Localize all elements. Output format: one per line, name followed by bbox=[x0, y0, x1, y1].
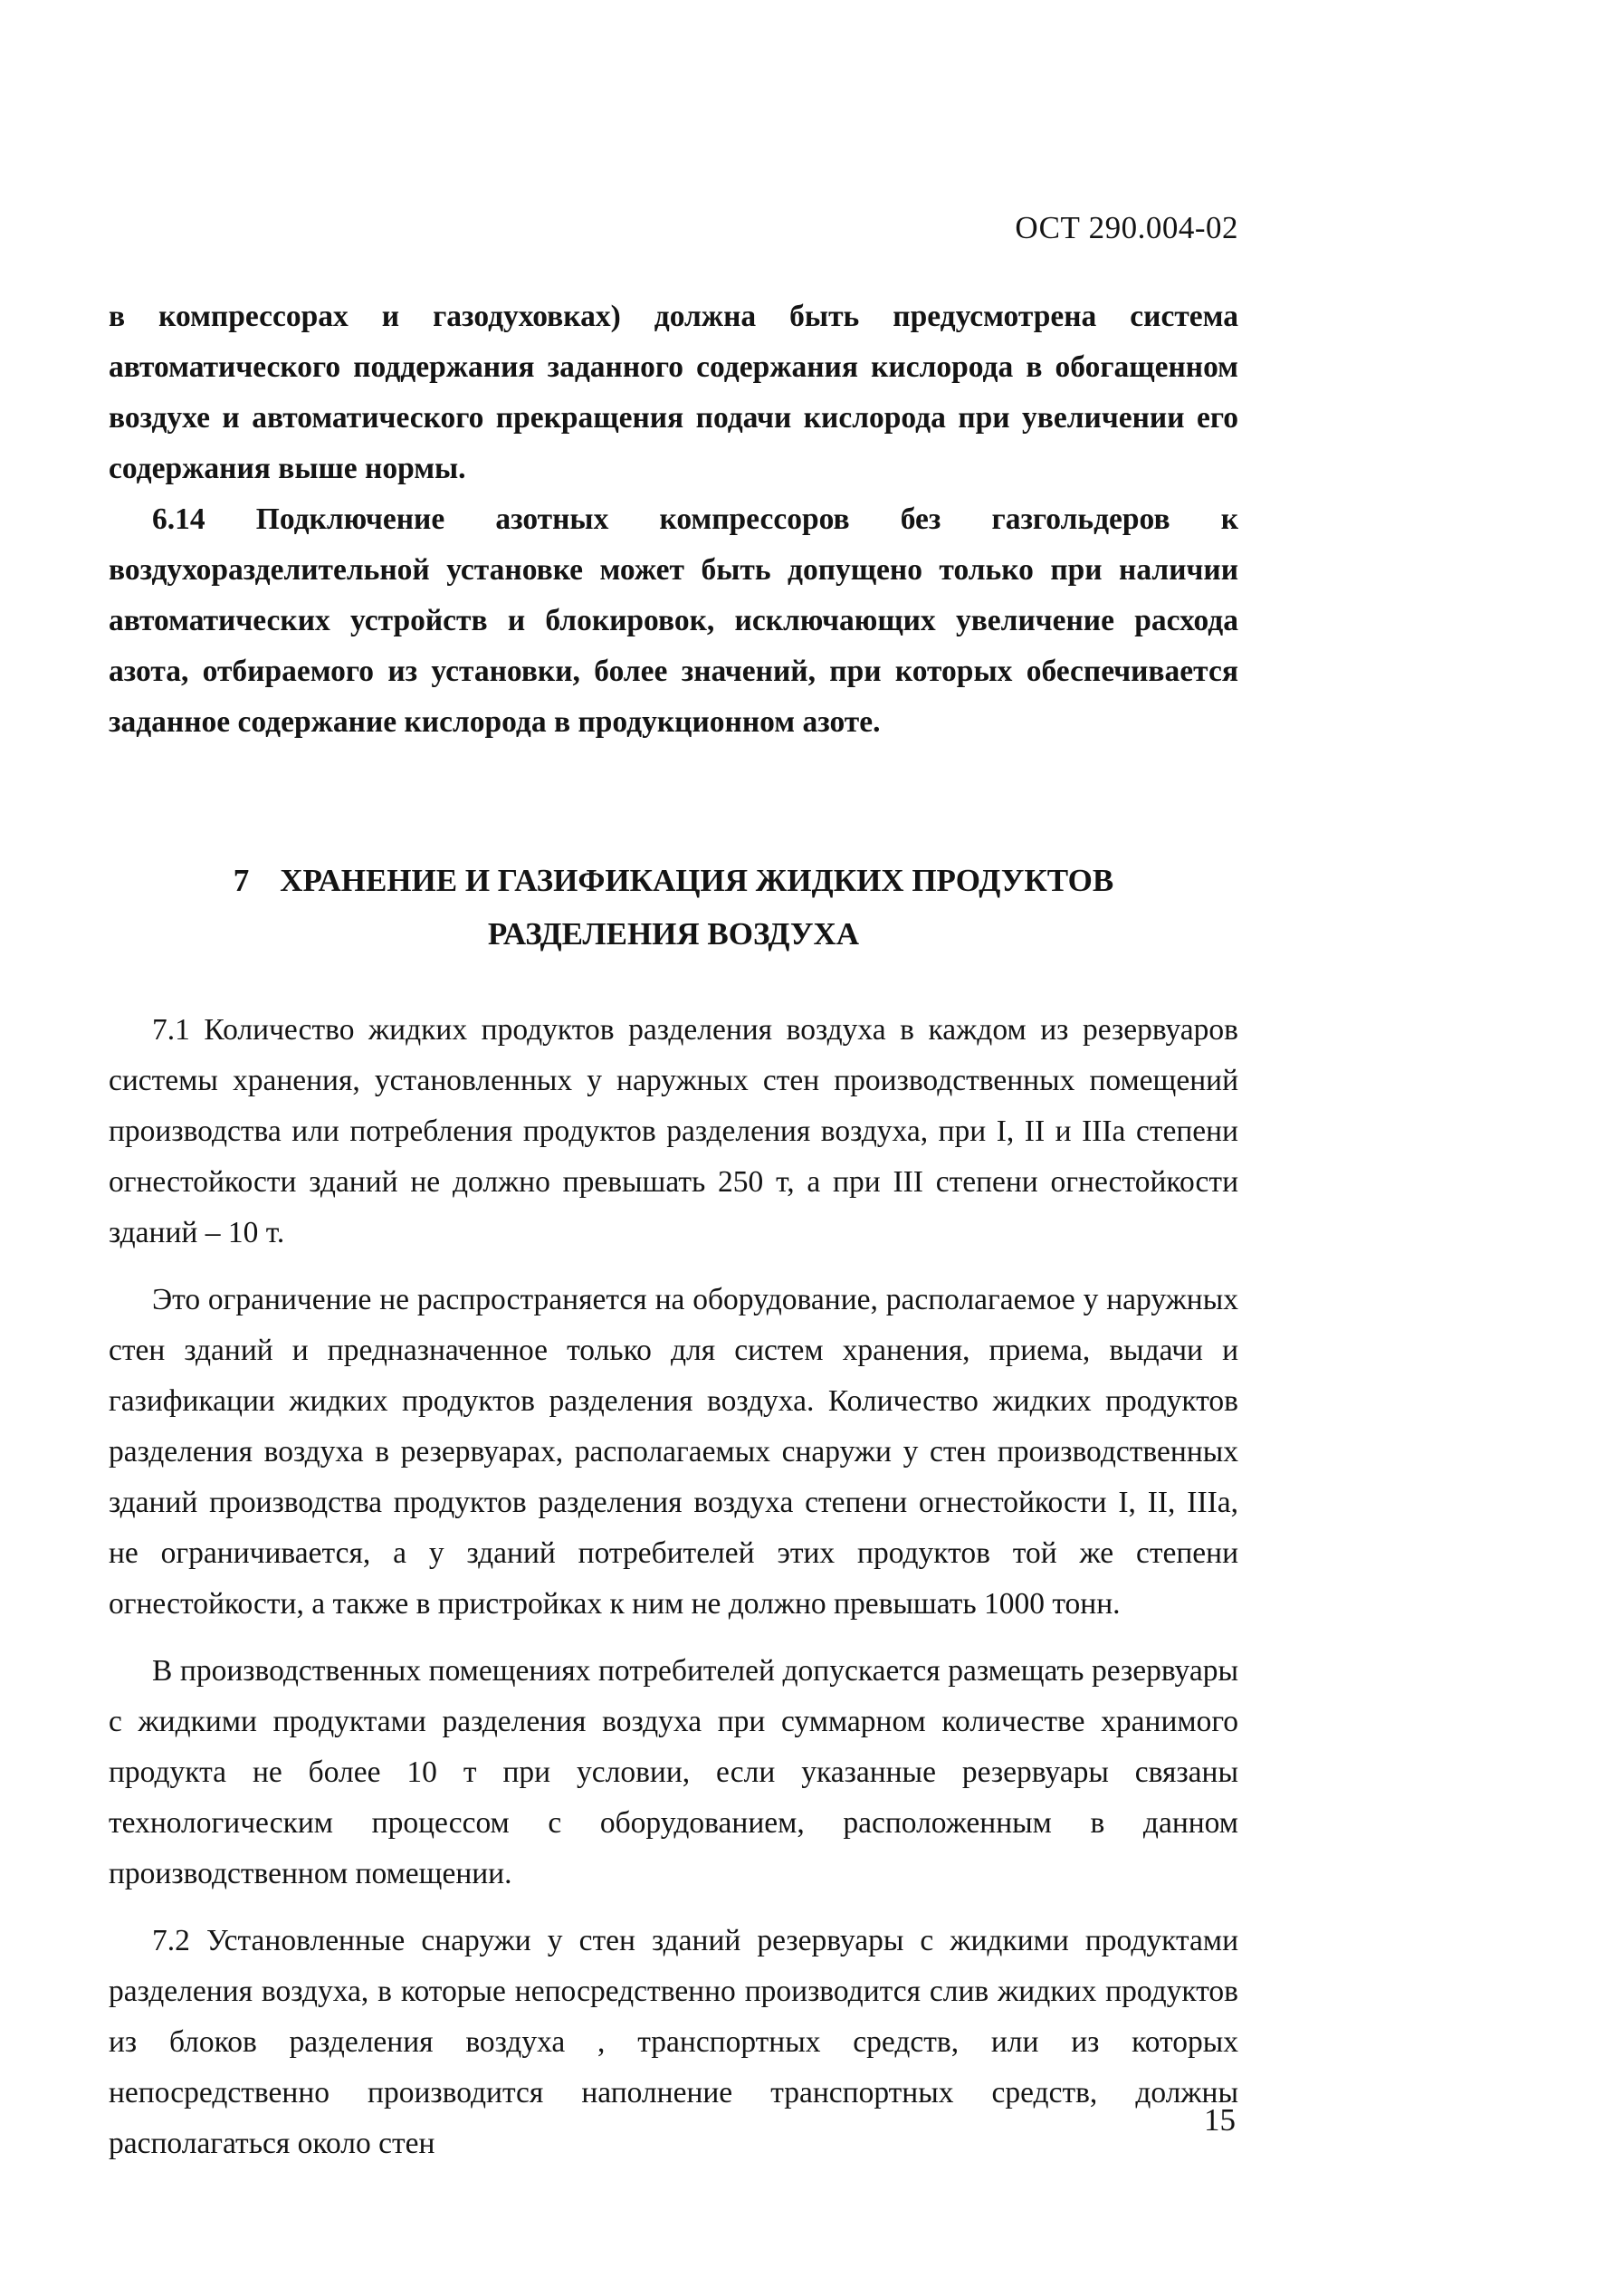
document-code: ОСТ 290.004-02 bbox=[1015, 210, 1238, 245]
section-heading-line-1 bbox=[109, 854, 1238, 907]
paragraph-7-1: 7.1 Количество жидких продуктов разделения воздуха в каждом из резервуаров системы хранения, установленных у наружных стен производственных помещений производства или потребления продуктов разделения воздуха, при I, II и IIIа степени огнестойкости зданий не должно превышать 250 т, а при III степени огнестойкости зданий – 10 т. bbox=[109, 1013, 1238, 1249]
text-block-bottom bbox=[109, 1005, 1238, 2186]
section-title-line-2: РАЗДЕЛЕНИЯ ВОЗДУХА bbox=[487, 916, 860, 952]
section-heading bbox=[109, 854, 1238, 961]
continuation-paragraph: в компрессорах и газодуховках) должна быть предусмотрена система автоматического поддержания заданного содержания кислорода в обогащенном воздухе и автоматического прекращения подачи кислорода при увеличении его содержания выше нормы. bbox=[109, 300, 1238, 485]
text-block-top bbox=[109, 292, 1238, 748]
paragraph-consumers: В производственных помещениях потребителей допускается размещать резервуары с жидкими продуктами разделения воздуха при суммарном количестве хранимого продукта не более 10 т при условии, если указанные резервуары связаны технологическим процессом с оборудованием, расположенным в данном производственном помещении. bbox=[109, 1654, 1238, 1890]
paragraph-limitation: Это ограничение не распространяется на оборудование, располагаемое у наружных стен зданий и предназначенное только для систем хранения, приема, выдачи и газификации жидких продуктов разделения воздуха. Количество жидких продуктов разделения воздуха в резервуарах, располагаемых снаружи у стен производственных зданий производства продуктов разделения воздуха степени огнестойкости I, II, IIIа, не ограничивается, а у зданий потребителей этих продуктов той же степени огнестойкости, а также в пристройках к ним не должно превышать 1000 тонн. bbox=[109, 1283, 1238, 1621]
paragraph-6-14: 6.14 Подключение азотных компрессоров без газгольдеров к воздухоразделительной установке может быть допущено только при наличии автоматических устройств и блокировок, исключающих увеличение расхода азота, отбираемого из установки, более значений, при которых обеспечивается заданное содержание кислорода в продукционном азоте. bbox=[109, 502, 1238, 739]
paragraph-7-2: 7.2 Установленные снаружи у стен зданий резервуары с жидкими продуктами разделения воздуха, в которые непосредственно производится слив жидких продуктов из блоков разделения воздуха , транспортных средств, или из которых непосредственно производится наполнение транспортных средств, должны располагаться около стен bbox=[109, 1924, 1238, 2160]
page-number: 15 bbox=[1204, 2102, 1236, 2138]
section-title-line-1: ХРАНЕНИЕ И ГАЗИФИКАЦИЯ ЖИДКИХ ПРОДУКТОВ bbox=[280, 863, 1114, 898]
section-number: 7 bbox=[233, 863, 250, 898]
